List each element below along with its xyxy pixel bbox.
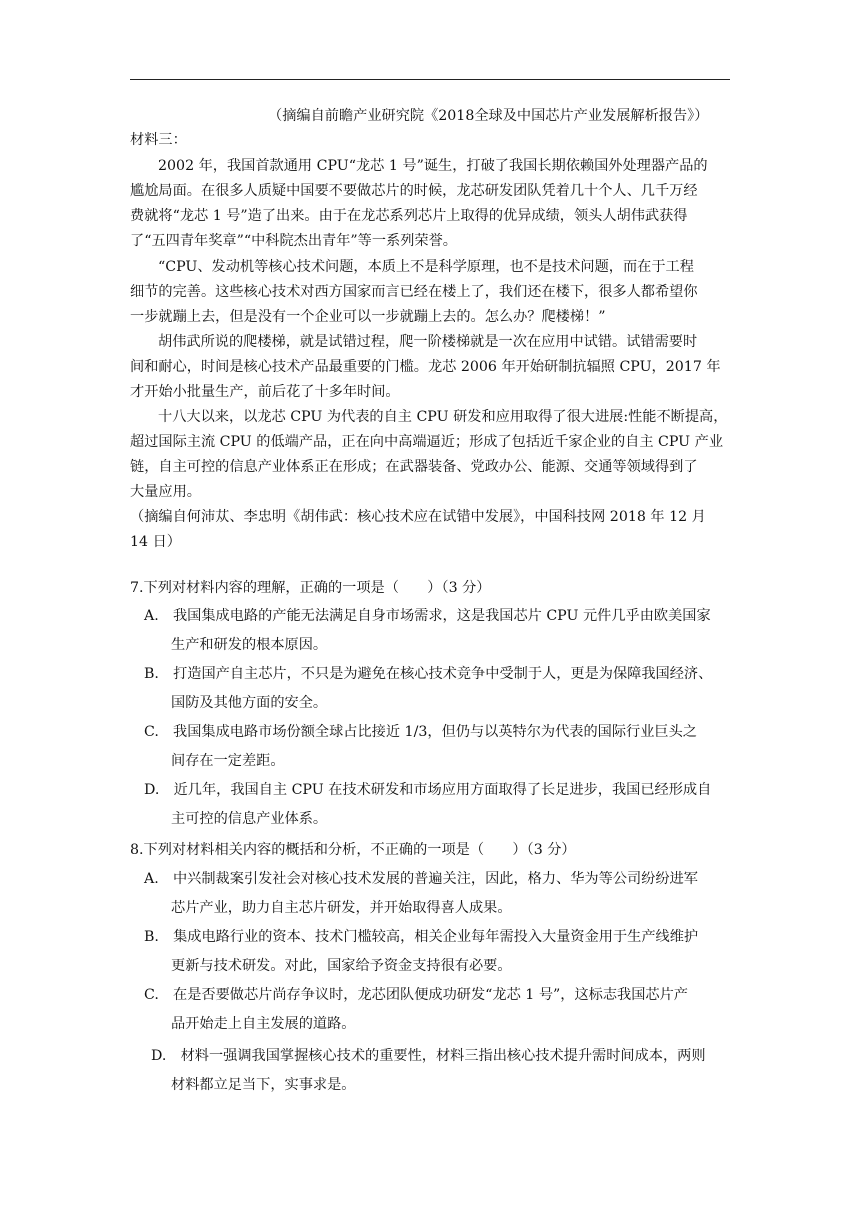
header-rule — [130, 79, 730, 80]
question-8-option-a: A. 中兴制裁案引发社会对核心技术发展的普遍关注，因此，格力、华为等公司纷纷进军 — [144, 871, 698, 887]
question-8-stem: 8.下列对材料相关内容的概括和分析，不正确的一项是（ ）（3 分） — [130, 842, 576, 858]
material2-source: （摘编自前瞻产业研究院《2018全球及中国芯片产业发展解析报告》） — [268, 108, 709, 124]
material3-line: 才开始小批量生产，前后花了十多年时间。 — [130, 384, 400, 400]
material3-label: 材料三： — [130, 132, 187, 148]
material3-line: 2002 年，我国首款通用 CPU“龙芯 1 号”诞生，打破了我国长期依赖国外处理器产品的 — [158, 158, 708, 174]
question-8-option-c: C. 在是否要做芯片尚存争议时，龙芯团队便成功研发“龙芯 1 号”，这标志我国芯片产 — [144, 987, 688, 1003]
material3-line: 细节的完善。这些核心技术对西方国家而言已经在楼上了，我们还在楼下，很多人都希望你 — [130, 284, 698, 300]
question-7-option-a-cont: 生产和研发的根本原因。 — [171, 637, 328, 653]
material3-line: 胡伟武所说的爬楼梯，就是试错过程，爬一阶楼梯就是一次在应用中试错。试错需要时 — [158, 334, 698, 350]
question-7-option-c-cont: 间存在一定差距。 — [171, 753, 285, 769]
material3-line: 了“五四青年奖章”“中科院杰出青年”等一系列荣誉。 — [130, 233, 457, 249]
question-7-option-d-cont: 主可控的信息产业体系。 — [171, 811, 328, 827]
material3-line: 费就将“龙芯 1 号”造了出来。由于在龙芯系列芯片上取得的优异成绩，领头人胡伟武获得 — [130, 208, 688, 224]
material3-line: 十八大以来，以龙芯 CPU 为代表的自主 CPU 研发和应用取得了很大进展:性能不断提高， — [158, 409, 728, 425]
question-7-option-b: B. 打造国产自主芯片，不只是为避免在核心技术竞争中受制于人，更是为保障我国经济、 — [144, 666, 713, 682]
question-7-option-c: C. 我国集成电路市场份额全球占比接近 1/3，但仍与以英特尔为代表的国际行业巨头之 — [144, 724, 697, 740]
material3-line: “CPU、发动机等核心技术问题，本质上不是科学原理，也不是技术问题，而在于工程 — [158, 259, 694, 275]
question-8-option-c-cont: 品开始走上自主发展的道路。 — [171, 1016, 356, 1032]
material3-line: 超过国际主流 CPU 的低端产品，正在向中高端逼近；形成了包括近千家企业的自主 CPU 产业 — [130, 434, 724, 450]
material3-line: 间和耐心，时间是核心技术产品最重要的门槛。龙芯 2006 年开始研制抗辐照 CPU，2017 年 — [130, 359, 721, 375]
question-7-stem: 7.下列对材料内容的理解，正确的一项是（ ）（3 分） — [130, 580, 491, 596]
question-8-option-b: B. 集成电路行业的资本、技术门槛较高，相关企业每年需投入大量资金用于生产线维护 — [144, 929, 699, 945]
material3-source: （摘编自何沛苁、李忠明《胡伟武：核心技术应在试错中发展》，中国科技网 2018 年 12 月 — [130, 509, 706, 525]
question-8-option-a-cont: 芯片产业，助力自主芯片研发，并开始取得喜人成果。 — [171, 900, 512, 916]
question-7-option-a: A. 我国集成电路的产能无法满足自身市场需求，这是我国芯片 CPU 元件几乎由欧美国家 — [144, 608, 711, 624]
question-7-option-d: D. 近几年，我国自主 CPU 在技术研发和市场应用方面取得了长足进步，我国已经形成自 — [144, 782, 712, 798]
question-7-option-b-cont: 国防及其他方面的安全。 — [171, 695, 328, 711]
material3-source: 14 日） — [130, 534, 181, 550]
question-8-option-d-cont: 材料都立足当下，实事求是。 — [171, 1077, 356, 1093]
question-8-option-b-cont: 更新与技术研发。对此，国家给予资金支持很有必要。 — [171, 958, 512, 974]
material3-line: 一步就蹦上去，但是没有一个企业可以一步就蹦上去的。怎么办？爬楼梯！” — [130, 309, 606, 325]
question-8-option-d: D. 材料一强调我国掌握核心技术的重要性，材料三指出核心技术提升需时间成本，两则 — [151, 1048, 706, 1064]
material3-line: 链，自主可控的信息产业体系正在形成；在武器装备、党政办公、能源、交通等领域得到了 — [130, 459, 698, 475]
material3-line: 尴尬局面。在很多人质疑中国要不要做芯片的时候，龙芯研发团队凭着几十个人、几千万经 — [130, 183, 698, 199]
material3-line: 大量应用。 — [130, 484, 201, 500]
